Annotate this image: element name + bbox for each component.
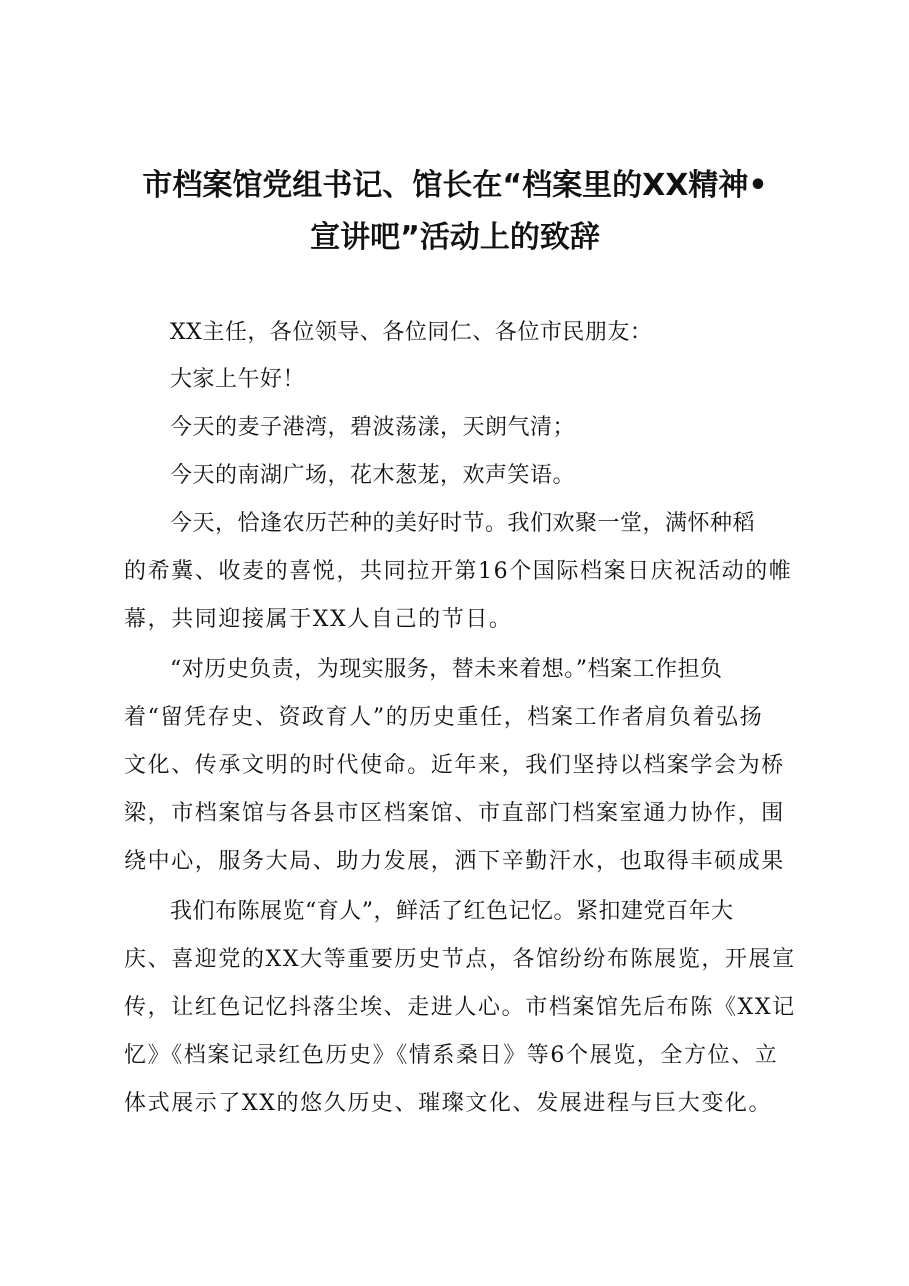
- paragraph-line: 忆》《档案记录红色历史》《情系桑日》等6个展览，全方位、立: [124, 1043, 779, 1068]
- paragraph-line: 绕中心，服务大局、助力发展，洒下辛勤汗水，也取得丰硕成果: [124, 849, 785, 874]
- paragraph-line: 梁，市档案馆与各县市区档案馆、市直部门档案室通力协作，围: [124, 801, 785, 826]
- paragraph-line: 文化、传承文明的时代使命。近年来，我们坚持以档案学会为桥: [124, 753, 785, 778]
- paragraph-line: 今天，恰逢农历芒种的美好时节。我们欢聚一堂，满怀种稻: [170, 511, 756, 536]
- paragraph-line: “对历史负责，为现实服务，替未来着想。”档案工作担负: [170, 657, 723, 682]
- document-title-line-2: 宣讲吧”活动上的致辞: [310, 220, 600, 255]
- paragraph-line: 庆、喜迎党的XX大等重要历史节点，各馆纷纷布陈展览，开展宣: [124, 947, 796, 972]
- salutation-line: XX主任，各位领导、各位同仁、各位市民朋友：: [170, 320, 653, 345]
- paragraph-line: 体式展示了XX的悠久历史、璀璨文化、发展进程与巨大变化。: [124, 1091, 773, 1116]
- paragraph-line: 今天的麦子港湾，碧波荡漾，天朗气清；: [170, 415, 576, 440]
- paragraph-line: 传，让红色记忆抖落尘埃、走进人心。市档案馆先后布陈《XX记: [124, 995, 796, 1020]
- document-title-line-1: 市档案馆党组书记、馆长在“档案里的XX精神•: [142, 168, 768, 203]
- greeting-line: 大家上午好！: [170, 367, 306, 392]
- paragraph-line: 幕，共同迎接属于XX人自己的节日。: [124, 607, 513, 632]
- paragraph-line: 的希冀、收麦的喜悦，共同拉开第16个国际档案日庆祝活动的帷: [124, 559, 793, 584]
- paragraph-line: 今天的南湖广场，花木葱茏，欢声笑语。: [170, 463, 576, 488]
- paragraph-line: 我们布陈展览“育人”，鲜活了红色记忆。紧扣建党百年大: [170, 899, 734, 924]
- paragraph-line: 着“留凭存史、资政育人”的历史重任，档案工作者肩负着弘扬: [124, 705, 764, 730]
